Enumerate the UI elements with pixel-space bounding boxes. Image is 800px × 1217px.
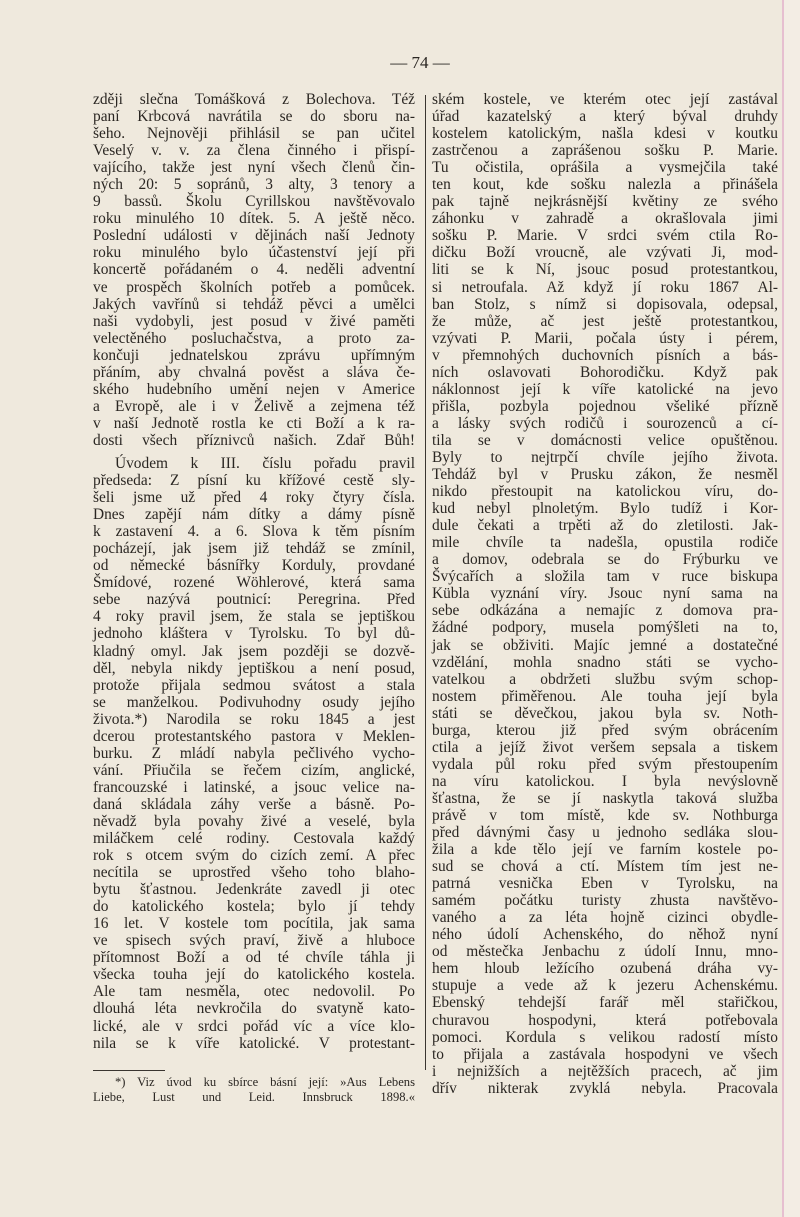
text-line: a lásky svých rodičů i sourozenců a cí- — [432, 414, 778, 432]
text-line: samém počátku turisty zhusta navštěvo- — [432, 892, 778, 910]
column-divider — [425, 95, 426, 1070]
text-line: končuji jednatelskou zprávu upřímným — [93, 346, 415, 364]
text-line: ních oslavovati Bohorodičku. Když pak — [432, 363, 778, 381]
text-line: jednoho kláštera v Tyrolsku. To byl dů- — [93, 625, 415, 643]
text-line: dřív nikterak zvyklá nebyla. Pracovala — [432, 1079, 778, 1097]
text-line: naši vydobyli, jest posud v živé paměti — [93, 312, 415, 330]
text-line: a Evropě, ale i v Želivě a zejmena též — [93, 397, 415, 415]
text-line: Dnes zapějí nám dítky a dámy písně — [93, 506, 415, 524]
text-line: kostelem katolickým, našla kdesi v koutku — [432, 125, 778, 143]
text-line: mile chvíle ta nadešla, opustila rodiče — [432, 534, 778, 552]
text-line: vatelkou a obdržeti službu svým schop- — [432, 670, 778, 688]
text-line: od městečka Jenbachu z údolí Innu, mno- — [432, 943, 778, 961]
text-line: churavou hospodyni, která potřebovala — [432, 1011, 778, 1029]
text-line: šeho. Nejnověji přihlásil se pan učitel — [93, 125, 415, 143]
footnote-rule — [93, 1070, 165, 1071]
text-line: rok s otcem svým do cizích zemí. A přec — [93, 847, 415, 865]
text-line: jak se obživiti. Majíc jemné a dostatečné — [432, 636, 778, 654]
text-line: Poslední události v dějinách naší Jednoty — [93, 227, 415, 245]
text-line: děl, nebyla nikdy jeptiškou a není posud, — [93, 659, 415, 677]
text-line: Byly to nejtrpčí chvíle jejího života. — [432, 448, 778, 466]
text-line: přítomnost Boží a od té chvíle táhla ji — [93, 949, 415, 967]
text-line: to přijala a zastávala hospodyni ve všech — [432, 1045, 778, 1063]
text-line: vzdělání, mohla snadno státi se vycho- — [432, 653, 778, 671]
text-line: 4 roky pravil jsem, že stala se jeptiškou — [93, 608, 415, 626]
text-line: vání. Přiučila se řečem cizím, anglické, — [93, 761, 415, 779]
right-column — [432, 91, 778, 1097]
text-line: předseda: Z písní ku křížové cestě sly- — [93, 472, 415, 490]
text-line: hem hloub ležícího ozubená dráha vy- — [432, 960, 778, 978]
paragraph — [93, 455, 415, 1052]
text-line: Jakých vavřínů si tehdáž pěvci a umělci — [93, 295, 415, 313]
text-line: vajícího, takže jest nyní všech členů čin- — [93, 159, 415, 177]
text-line: zději slečna Tomášková z Bolechova. Též — [93, 91, 415, 108]
text-line: dcerou protestantského pastora v Meklen- — [93, 727, 415, 745]
text-line: nikdo přestoupit na katolickou víru, do- — [432, 483, 778, 501]
text-line: miláčkem celé rodiny. Cestovala každý — [93, 830, 415, 848]
paragraph — [93, 91, 415, 449]
text-line: ského hudebního umění nejen v Americe — [93, 380, 415, 398]
text-line: ban Stolz, s nímž si dopisovala, odepsal, — [432, 295, 778, 313]
footnote-line: Liebe, Lust und Leid. Innsbruck 1898.« — [93, 1090, 415, 1104]
text-line: ve spisech svých praví, živě a hluboce — [93, 932, 415, 950]
text-line: vzývati P. Marii, počala ústy i pérem, — [432, 329, 778, 347]
text-line: daná skládala záhy verše a básně. Po- — [93, 795, 415, 813]
text-line: Ebenský tehdejší farář měl stařičkou, — [432, 994, 778, 1012]
text-line: stupuje a vede až k jezeru Achenskému. — [432, 977, 778, 995]
text-line: patrná vesnička Eben v Tyrolsku, na — [432, 875, 778, 893]
text-line: francouzské i latinské, a jsouc velice na- — [93, 778, 415, 796]
text-line: Tehdáž byl v Prusku zákon, že nesměl — [432, 466, 778, 484]
text-line: ctila a jejíž život veršem sepsala a tiskem — [432, 738, 778, 756]
text-line: ském kostele, ve kterém otec její zastával — [432, 91, 778, 108]
text-line: dule čekati a trpěti až do zletilosti. Jak- — [432, 517, 778, 535]
text-line: sebe odkázána a nemajíc z domova pra- — [432, 602, 778, 620]
text-line: náklonnost její k víře katolické na jevo — [432, 380, 778, 398]
text-line: ného údolí Achenského, do něhož nyní — [432, 926, 778, 944]
text-line: kud nebyl plnoletým. Bylo tudíž i Kor- — [432, 500, 778, 518]
text-line: kladný omyl. Jak jsem později se dozvě- — [93, 642, 415, 660]
text-line: liti se k Ní, jsouc posud protestantkou, — [432, 261, 778, 279]
footnote-line: *) Viz úvod ku sbírce básní její: »Aus Lebens — [115, 1075, 415, 1089]
text-line: ných 20: 5 sopránů, 3 alty, 3 tenory a — [93, 176, 415, 194]
text-line: burga, kterou již před svým obrácením — [432, 721, 778, 739]
text-line: ve prospěch školních potřeb a pomůcek. — [93, 278, 415, 296]
adjacent-page-strip — [784, 0, 800, 1217]
text-line: zastrčenou a zaprášenou sošku P. Marie. — [432, 142, 778, 160]
text-line: k zastavení 4. a 6. Slova k těm písním — [93, 523, 415, 541]
text-line: pak tajně nejkrásnější květiny ze svého — [432, 193, 778, 211]
text-line: před dávnými časy u jednoho sedláka slou- — [432, 824, 778, 842]
text-line: pocházejí, jak jsem již tehdáž se zmínil, — [93, 540, 415, 558]
text-line: žádné podpory, musela pomýšleti na to, — [432, 619, 778, 637]
text-line: Kübla vyznání víry. Jsouc nyní sama na — [432, 585, 778, 603]
text-line: dičku Boží vroucně, ale vzývati Ji, mod- — [432, 244, 778, 262]
text-line: Ale tam nesměla, otec nedovolil. Po — [93, 983, 415, 1001]
text-line: tila se v domácnosti velice opuštěnou. — [432, 431, 778, 449]
text-line: dosti všech příznivců našich. Zdař Bůh! — [93, 431, 415, 449]
text-line: do katolického kostela; bylo jí tehdy — [93, 898, 415, 916]
text-line: roku minulého 10 dítek. 5. A ještě něco. — [93, 210, 415, 228]
text-line: paní Krbcová navrátila se do sboru na- — [93, 108, 415, 126]
text-line: od německé básnířky Korduly, provdané — [93, 557, 415, 575]
text-line: sebe nazývá poutnicí: Peregrina. Před — [93, 591, 415, 609]
text-line: sošku P. Marie. V srdci svém ctila Ro- — [432, 227, 778, 245]
text-line: 9 bassů. Školu Cyrillskou navštěvovalo — [93, 193, 415, 211]
text-line: i nejnižších a nejtěžších pracech, ač jim — [432, 1062, 778, 1080]
page-number: — 74 — — [390, 53, 450, 72]
text-line: si netroufala. Až když jí roku 1867 Al- — [432, 278, 778, 296]
text-line: vydala půl roku před svým přestoupením — [432, 755, 778, 773]
text-line: necítila se uprostřed všeho toho blaho- — [93, 864, 415, 882]
text-line: všecka touha její do katolického kostela. — [93, 966, 415, 984]
text-line: záhonku v zahradě a okrašlovala jimi — [432, 210, 778, 228]
text-line: pomoci. Kordula s velikou radostí místo — [432, 1028, 778, 1046]
text-line: Veselý v. v. za člena činného i přispí- — [93, 142, 415, 160]
text-line: ten kout, kde sošku nalezla a přinášela — [432, 176, 778, 194]
text-line: 16 let. V kostele tom pocítila, jak sama — [93, 915, 415, 933]
text-line: koncertě pořádaném o 4. neděli adventní — [93, 261, 415, 279]
text-line: bytu šťastnou. Jedenkráte zavedl ji otec — [93, 881, 415, 899]
text-line: velectěného posluchačstva, a proto za- — [93, 329, 415, 347]
text-line: žila a kde tělo její ve farním kostele po- — [432, 841, 778, 859]
text-line: Úvodem k III. číslu pořadu pravil — [115, 454, 415, 472]
text-line: sud se chová a ctí. Místem tím jest ne- — [432, 858, 778, 876]
text-line: přáním, aby chvalná pověst a sláva če- — [93, 363, 415, 381]
text-line: právě v tom místě, kde sv. Nothburga — [432, 806, 778, 824]
text-line: v naší Jednotě rostla ke cti Boží a k ra- — [93, 414, 415, 432]
text-line: roku minulého bylo účastenství její při — [93, 244, 415, 262]
text-line: na víru katolickou. I byla nevýslovně — [432, 772, 778, 790]
text-line: něvadž byla povahy živé a veselé, byla — [93, 812, 415, 830]
left-column — [93, 91, 415, 1052]
text-line: Švýcařích a složila tam v ruce biskupa — [432, 568, 778, 586]
footnote — [93, 1075, 415, 1105]
text-line: přišla, pozbyla pojednou všeliké přízně — [432, 397, 778, 415]
text-line: burku. Z mládí nabyla pečlivého vycho- — [93, 744, 415, 762]
text-line: života.*) Narodila se roku 1845 a jest — [93, 710, 415, 728]
text-line: Šmídové, rozené Wöhlerové, která sama — [93, 574, 415, 592]
text-line: šeli jsme už před 4 roky čtyry čísla. — [93, 489, 415, 507]
text-line: šťastna, že se jí naskytla taková služba — [432, 789, 778, 807]
text-line: státi se děvečkou, jakou byla sv. Noth- — [432, 704, 778, 722]
text-line: že může, ač jest ještě protestantkou, — [432, 312, 778, 330]
text-line: nila se k víře katolické. V protestant- — [93, 1034, 415, 1052]
text-line: v přemnohých duchovních písních a bás- — [432, 346, 778, 364]
text-line: vaného a za léta hojně cizinci obydle- — [432, 909, 778, 927]
text-line: nostem přiměřenou. Ale touha její byla — [432, 687, 778, 705]
text-line: úřad kazatelský a který býval druhdy — [432, 108, 778, 126]
text-line: protože přijala sedmou svátost a stala — [93, 676, 415, 694]
text-line: a domov, odebrala se do Frýburku ve — [432, 551, 778, 569]
text-line: dlouhá léta nevkročila do svatyně kato- — [93, 1000, 415, 1018]
text-line: lické, ale v srdci pořád víc a více klo- — [93, 1017, 415, 1035]
text-line: se manželkou. Podivuhodny osudy jejího — [93, 693, 415, 711]
text-line: Tu očistila, oprášila a vysmejčila také — [432, 159, 778, 177]
